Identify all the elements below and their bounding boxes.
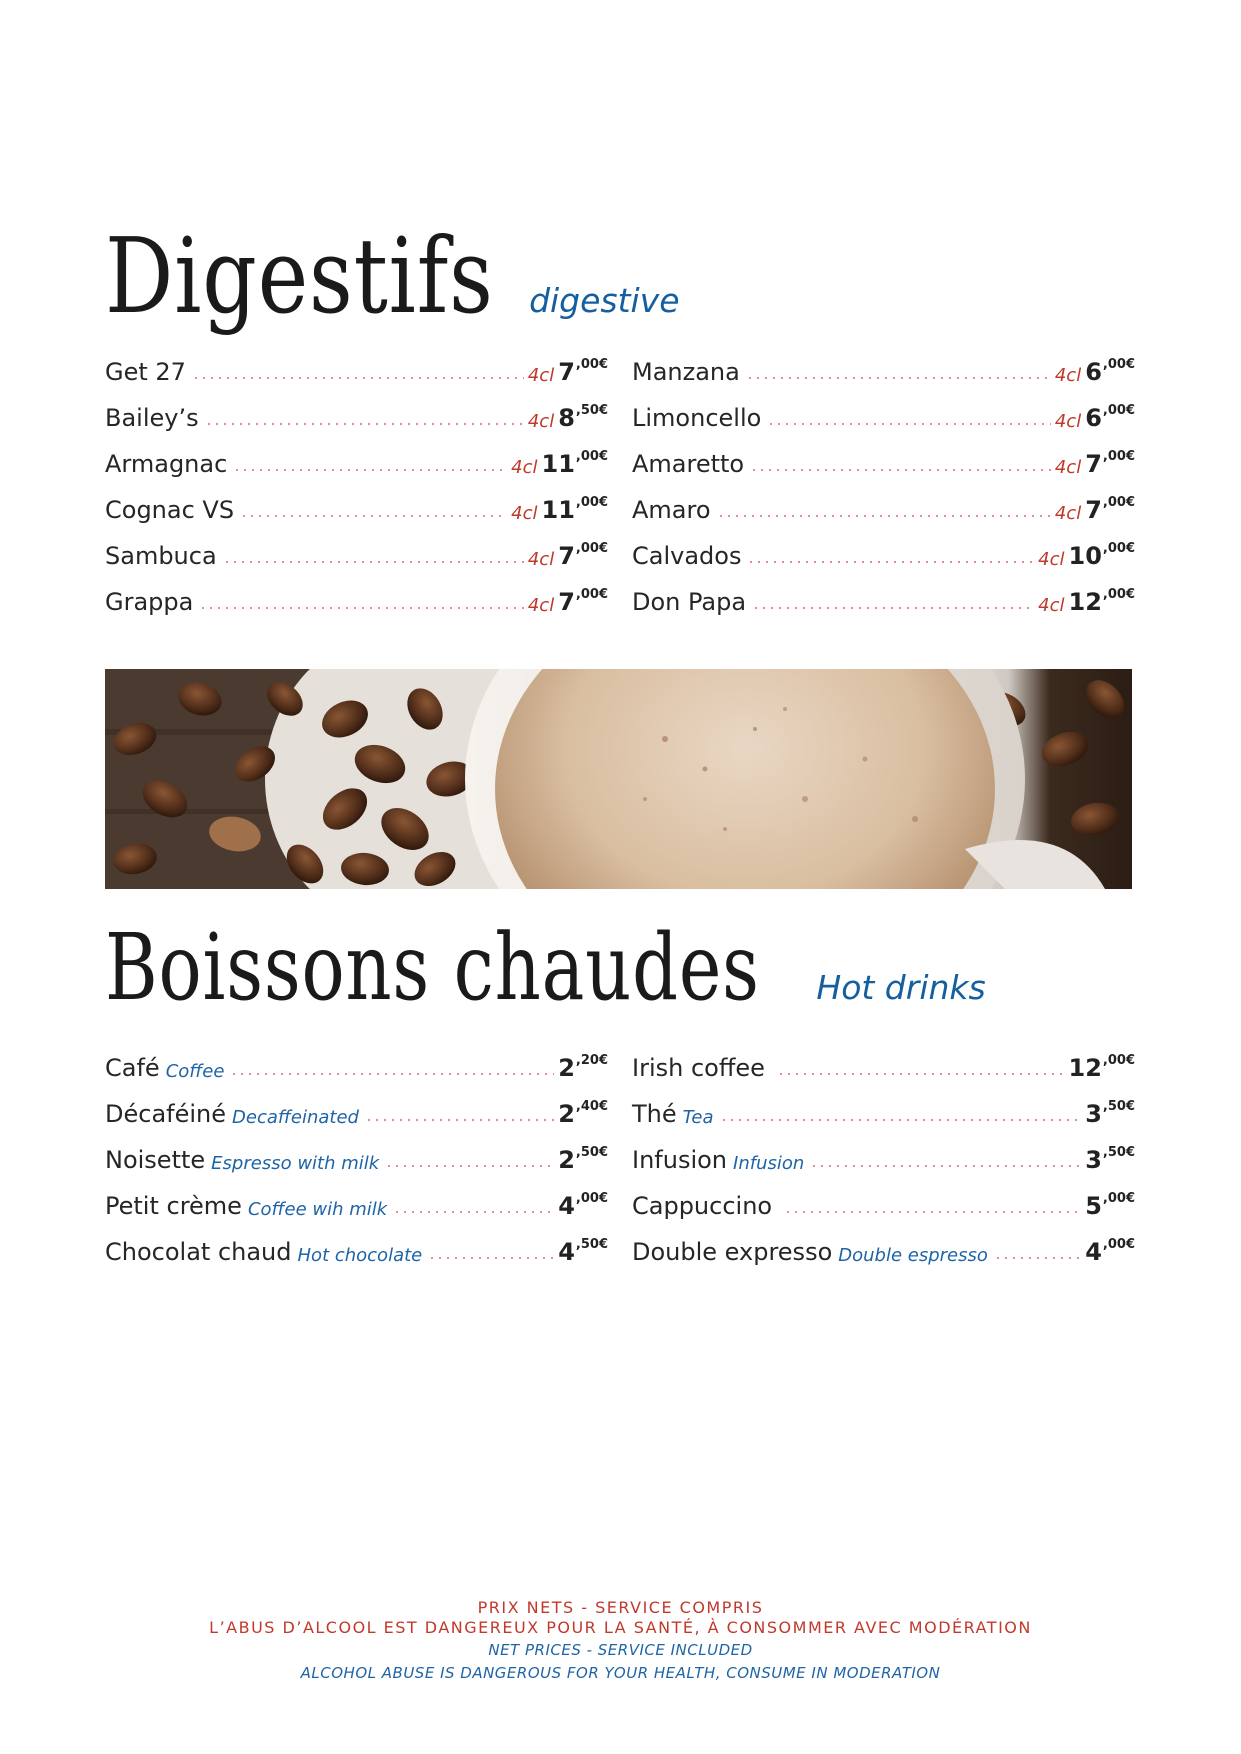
item-price: $4^{,00€}$ [558, 1191, 608, 1220]
item-price: $10^{,00€}$ [1068, 541, 1135, 570]
item-price: $3^{,50€}$ [1085, 1145, 1135, 1174]
item-name: Bailey’s [105, 404, 199, 432]
dot-leader [393, 1211, 554, 1213]
item-cents: ,00€ [1102, 1237, 1135, 1252]
digestifs-title: Digestifs [105, 215, 494, 337]
item-price: $12^{,00€}$ [1068, 1053, 1135, 1082]
item-cents: ,00€ [1102, 1191, 1135, 1206]
item-cents: ,50€ [575, 403, 608, 418]
item-volume: 4cl [1054, 411, 1082, 432]
dot-leader [994, 1257, 1081, 1259]
item-price: $4^{,00€}$ [1085, 1237, 1135, 1266]
item-cents: ,00€ [575, 357, 608, 372]
item-volume: 4cl [1054, 503, 1082, 524]
item-volume: 4cl [1038, 595, 1065, 616]
item-price: $7^{,00€}$ [1085, 449, 1135, 478]
dot-leader [385, 1165, 554, 1167]
menu-item [632, 484, 1135, 524]
item-price: $7^{,00€}$ [1085, 495, 1135, 524]
item-cents: ,00€ [575, 587, 608, 602]
item-price: $6^{,00€}$ [1085, 357, 1135, 386]
item-price: $2^{,50€}$ [558, 1145, 608, 1174]
dot-leader [240, 515, 507, 517]
footer-alcohol-warning-en: ALCOHOL ABUSE IS DANGEROUS FOR YOUR HEALTH, CONSUME IN MODERATION [300, 1664, 941, 1682]
item-price: $6^{,00€}$ [1085, 403, 1135, 432]
menu-item [105, 1088, 608, 1128]
dot-leader [223, 561, 524, 563]
menu-item [632, 530, 1135, 570]
item-name: Noisette [105, 1146, 206, 1174]
menu-item [632, 392, 1135, 432]
item-translation: Double espresso [838, 1245, 988, 1266]
dot-leader [810, 1165, 1081, 1167]
item-volume: 4cl [1038, 549, 1065, 570]
dot-leader [752, 607, 1034, 609]
menu-item [105, 346, 608, 386]
menu-item [105, 1134, 608, 1174]
dot-leader [784, 1211, 1081, 1213]
item-name: Cappuccino [632, 1192, 773, 1220]
menu-item [105, 530, 608, 570]
menu-item [105, 576, 608, 616]
item-cents: ,00€ [575, 1191, 608, 1206]
item-cents: ,40€ [575, 1099, 608, 1114]
item-cents: ,50€ [575, 1237, 608, 1252]
item-translation: Hot chocolate [297, 1245, 423, 1266]
menu-item [632, 1180, 1135, 1220]
coffee-cup-beans-photo [105, 669, 1132, 889]
dot-leader [717, 515, 1051, 517]
item-volume: 4cl [511, 503, 538, 524]
item-name: Cognac VS [105, 496, 235, 524]
dot-leader [746, 377, 1051, 379]
item-cents: ,00€ [1102, 357, 1135, 372]
dot-leader [777, 1073, 1065, 1075]
menu-item [632, 1088, 1135, 1128]
item-name: Petit crème [105, 1192, 242, 1220]
item-price: $5^{,00€}$ [1085, 1191, 1135, 1220]
menu-item [632, 1134, 1135, 1174]
item-translation: Coffee wih milk [247, 1199, 388, 1220]
item-name: Amaro [632, 496, 711, 524]
menu-item [105, 438, 608, 478]
item-translation: Decaffeinated [232, 1107, 359, 1128]
dot-leader [720, 1119, 1082, 1121]
item-name: Calvados [632, 542, 742, 570]
menu-item [632, 438, 1135, 478]
item-price: $11^{,00€}$ [541, 449, 608, 478]
item-price: $4^{,50€}$ [558, 1237, 608, 1266]
menu-item [105, 1226, 608, 1266]
item-cents: ,50€ [575, 1145, 608, 1160]
item-cents: ,00€ [575, 449, 608, 464]
hot-drinks-heading [105, 914, 986, 1021]
item-name: Limoncello [632, 404, 762, 432]
item-name: Don Papa [632, 588, 747, 616]
item-name: Décaféiné [105, 1100, 227, 1128]
item-cents: ,50€ [1102, 1145, 1135, 1160]
menu-item [632, 1226, 1135, 1266]
item-price: $7^{,00€}$ [558, 541, 608, 570]
item-cents: ,00€ [1102, 495, 1135, 510]
item-cents: ,20€ [575, 1053, 608, 1068]
dot-leader [233, 469, 507, 471]
hot-drinks-title: Boissons chaudes [105, 914, 760, 1021]
item-price: $3^{,50€}$ [1085, 1099, 1135, 1128]
item-translation: Espresso with milk [211, 1153, 380, 1174]
item-cents: ,00€ [575, 541, 608, 556]
menu-item [105, 392, 608, 432]
item-cents: ,00€ [1102, 541, 1135, 556]
dot-leader [747, 561, 1034, 563]
item-volume: 4cl [527, 365, 555, 386]
item-price: $12^{,00€}$ [1068, 587, 1135, 616]
item-name: Get 27 [105, 358, 186, 386]
item-name: Armagnac [105, 450, 228, 478]
dot-leader [750, 469, 1051, 471]
dot-leader [767, 423, 1051, 425]
menu-item [632, 1042, 1135, 1082]
item-volume: 4cl [527, 595, 555, 616]
item-price: $8^{,50€}$ [558, 403, 608, 432]
item-translation: Infusion [733, 1153, 805, 1174]
item-name: Manzana [632, 358, 740, 386]
item-cents: ,00€ [1102, 587, 1135, 602]
item-name: Thé [632, 1100, 677, 1128]
item-price: $11^{,00€}$ [541, 495, 608, 524]
item-translation: Coffee [165, 1061, 225, 1082]
coffee-banner-illustration [105, 669, 1132, 889]
item-cents: ,00€ [575, 495, 608, 510]
menu-item [632, 346, 1135, 386]
dot-leader [199, 607, 524, 609]
footer-net-prices-en: NET PRICES - SERVICE INCLUDED [488, 1641, 753, 1659]
dot-leader [192, 377, 524, 379]
item-price: $7^{,00€}$ [558, 587, 608, 616]
dot-leader [428, 1257, 554, 1259]
digestifs-heading [105, 215, 680, 337]
menu-item [105, 1180, 608, 1220]
dot-leader [205, 423, 524, 425]
item-cents: ,00€ [1102, 403, 1135, 418]
item-name: Café [105, 1054, 160, 1082]
digestifs-subtitle: digestive [529, 281, 680, 320]
item-cents: ,50€ [1102, 1099, 1135, 1114]
item-price: $7^{,00€}$ [558, 357, 608, 386]
item-name: Chocolat chaud [105, 1238, 292, 1266]
menu-item [105, 484, 608, 524]
item-name: Irish coffee [632, 1054, 765, 1082]
item-volume: 4cl [511, 457, 538, 478]
menu-item [105, 1042, 608, 1082]
item-name: Grappa [105, 588, 194, 616]
footer-net-prices-fr: PRIX NETS - SERVICE COMPRIS [477, 1598, 764, 1617]
item-translation: Tea [682, 1107, 714, 1128]
item-name: Amaretto [632, 450, 745, 478]
dot-leader [230, 1073, 554, 1075]
item-price: $2^{,20€}$ [558, 1053, 608, 1082]
menu-item [632, 576, 1135, 616]
footer-alcohol-warning-fr: L’ABUS D’ALCOOL EST DANGEREUX POUR LA SANTÉ, À CONSOMMER AVEC MODÉRATION [209, 1618, 1032, 1637]
hot-drinks-subtitle: Hot drinks [816, 968, 986, 1007]
dot-leader [365, 1119, 554, 1121]
item-name: Infusion [632, 1146, 728, 1174]
item-name: Sambuca [105, 542, 217, 570]
item-volume: 4cl [1054, 457, 1082, 478]
item-name: Double expresso [632, 1238, 833, 1266]
item-volume: 4cl [527, 549, 555, 570]
item-volume: 4cl [527, 411, 555, 432]
item-cents: ,00€ [1102, 1053, 1135, 1068]
item-volume: 4cl [1054, 365, 1082, 386]
item-price: $2^{,40€}$ [558, 1099, 608, 1128]
item-cents: ,00€ [1102, 449, 1135, 464]
